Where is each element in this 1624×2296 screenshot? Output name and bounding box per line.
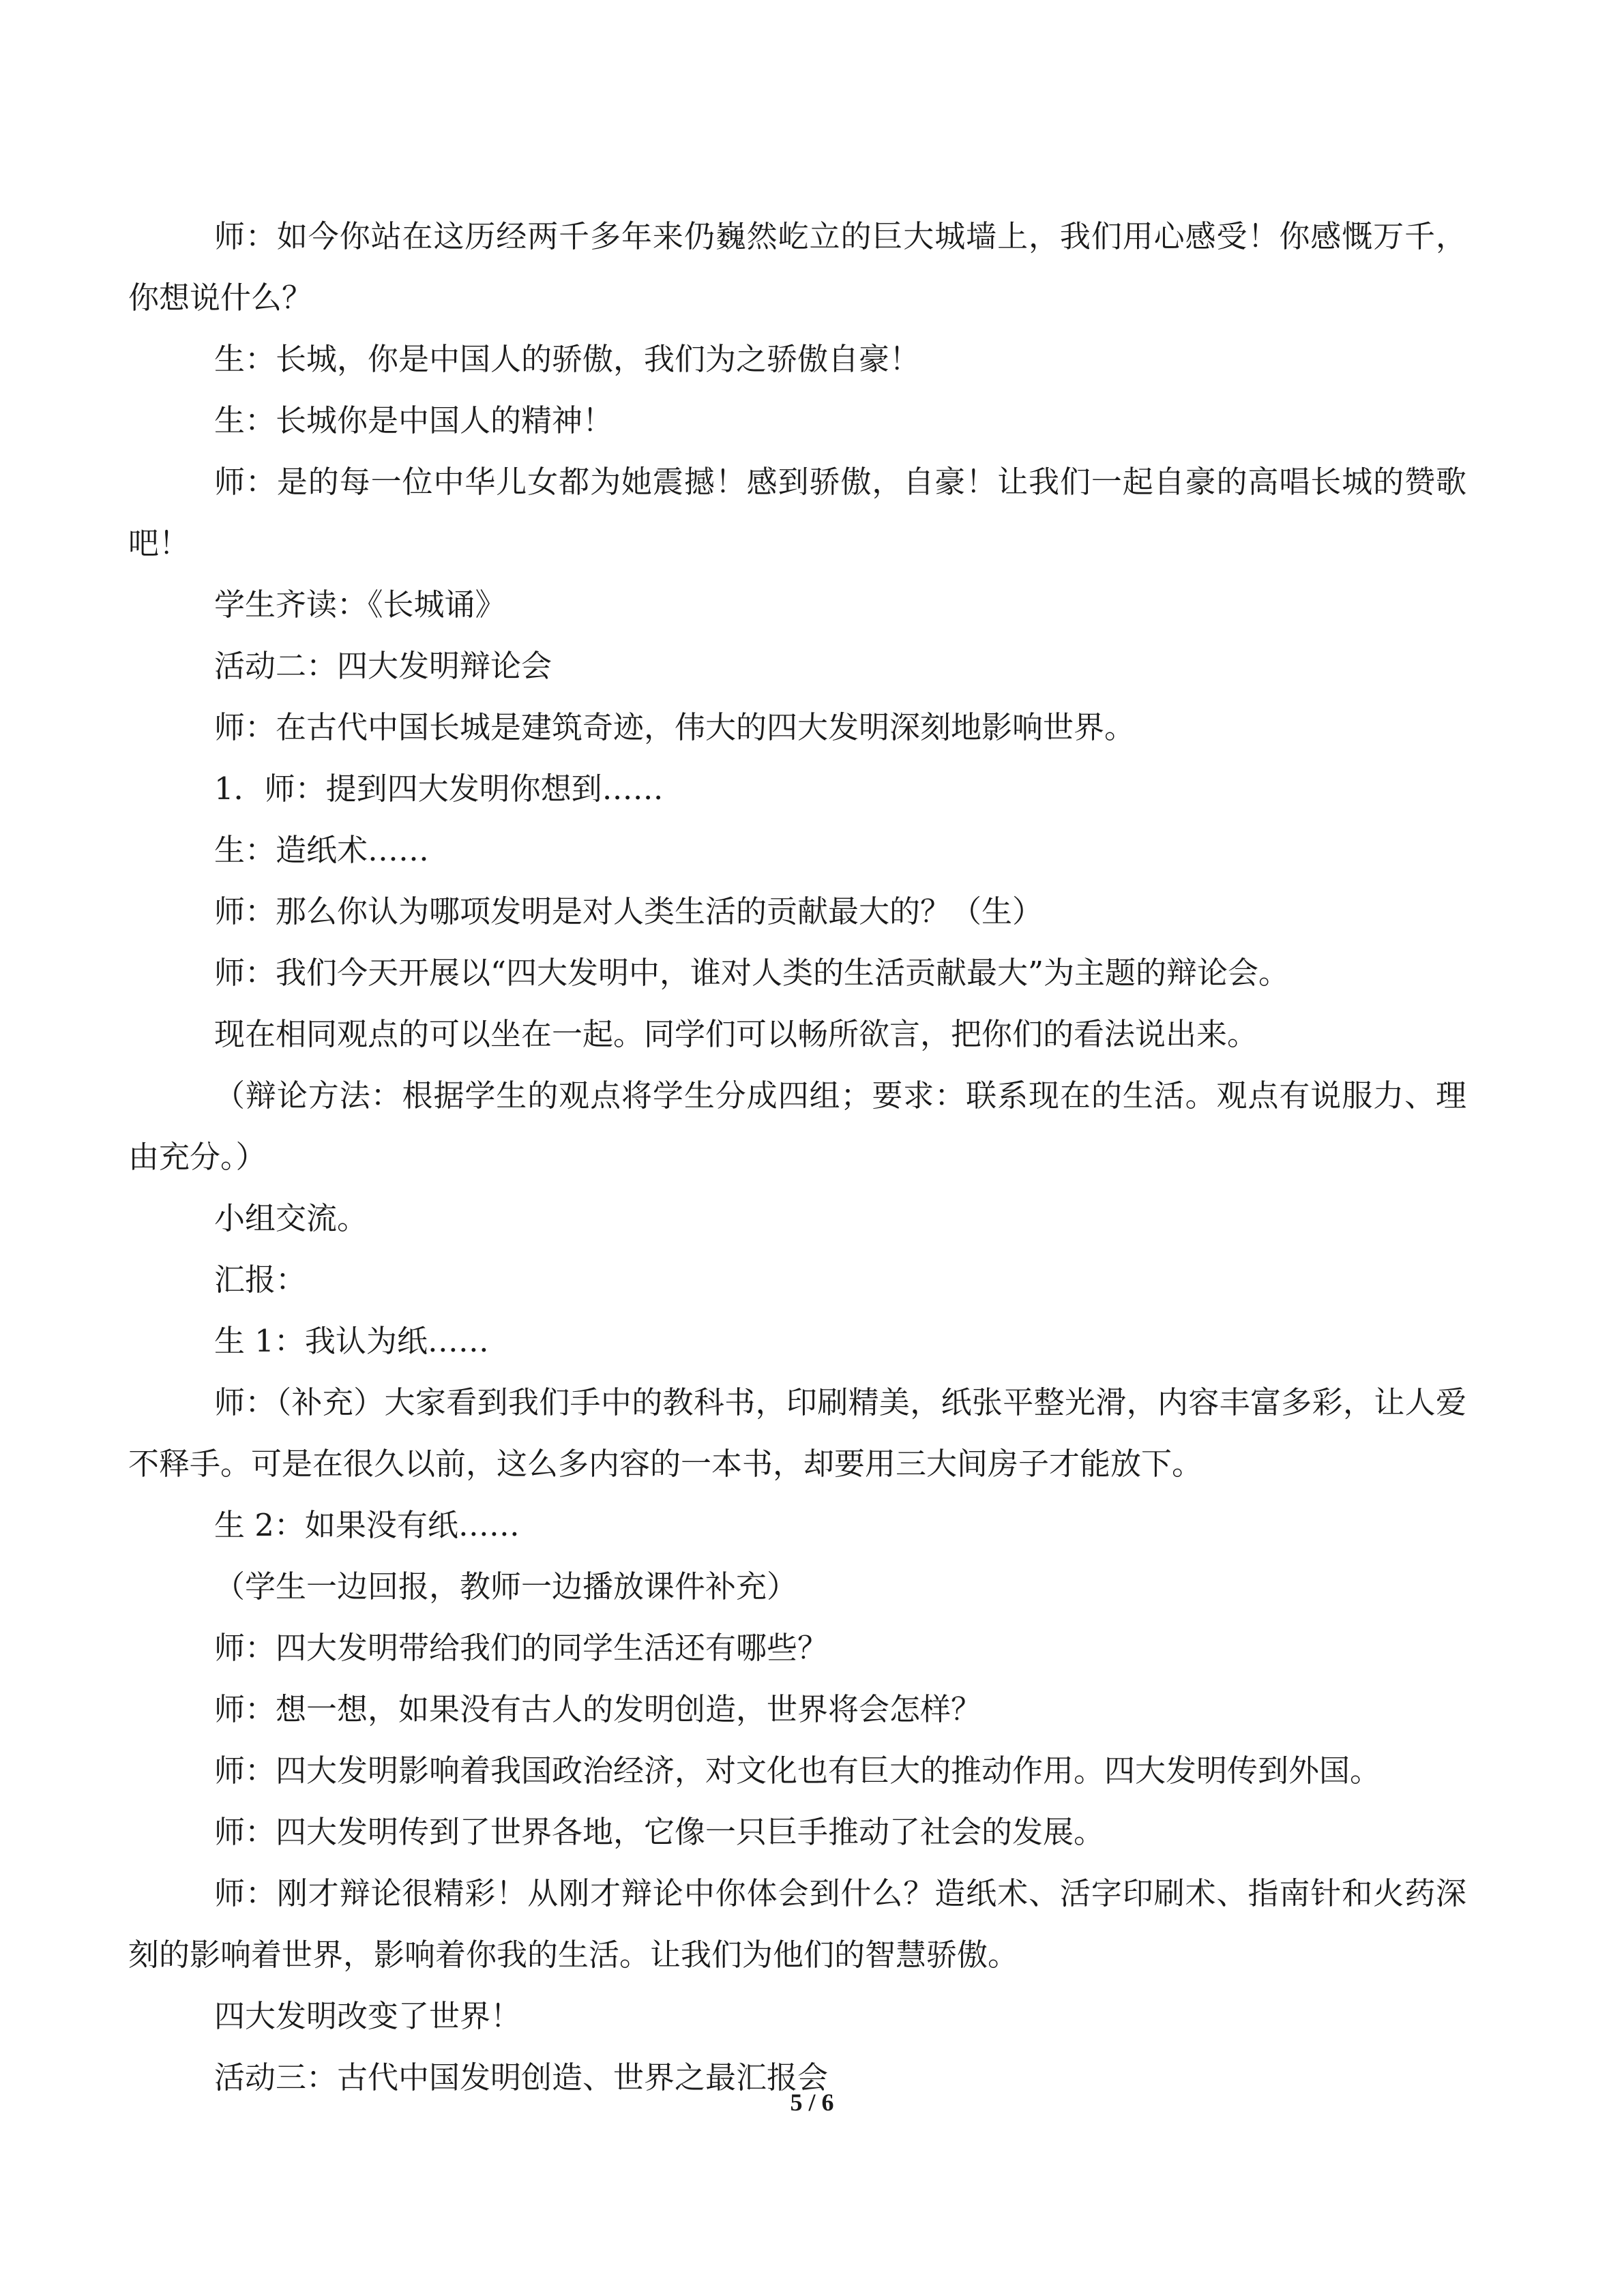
paragraph: 学生齐读：《长城诵》 (214, 586, 506, 623)
paragraph: 生：长城，你是中国人的骄傲，我们为之骄傲自豪！ (214, 341, 921, 377)
paragraph: 四大发明改变了世界！ (214, 1998, 522, 2034)
paragraph: 师：四大发明传到了世界各地，它像一只巨手推动了社会的发展。 (214, 1814, 1105, 1850)
paragraph: （辩论方法：根据学生的观点将学生分成四组；要求：联系现在的生活。观点有说服力、理由充分。） (128, 1077, 1466, 1175)
document-body (128, 206, 1466, 2108)
paragraph: 生 1：我认为纸…… (214, 1323, 489, 1359)
paragraph: （学生一边回报，教师一边播放课件补充） (214, 1568, 798, 1605)
paragraph: 师：如今你站在这历经两千多年来仍巍然屹立的巨大城墙上，我们用心感受！你感慨万千，你想说什么？ (128, 218, 1466, 316)
section-heading: 活动三：古代中国发明创造、世界之最汇报会 (214, 2059, 829, 2096)
paragraph: 师：那么你认为哪项发明是对人类生活的贡献最大的？（生） (214, 893, 1044, 929)
paragraph: 师：是的每一位中华儿女都为她震撼！感到骄傲，自豪！让我们一起自豪的高唱长城的赞歌吧！ (128, 464, 1466, 561)
section-heading: 活动二：四大发明辩论会 (214, 648, 552, 684)
paragraph: 生：长城你是中国人的精神！ (214, 402, 614, 438)
paragraph: 师：想一想，如果没有古人的发明创造，世界将会怎样？ (214, 1691, 982, 1727)
paragraph: 生 2：如果没有纸…… (214, 1507, 520, 1543)
paragraph: 师：我们今天开展以“四大发明中，谁对人类的生活贡献最大”为主题的辩论会。 (214, 955, 1290, 991)
paragraph: 现在相同观点的可以坐在一起。同学们可以畅所欲言，把你们的看法说出来。 (214, 1016, 1258, 1052)
paragraph: 小组交流。 (214, 1200, 368, 1236)
page-number: 5 / 6 (790, 2089, 834, 2116)
paragraph: 师：四大发明影响着我国政治经济，对文化也有巨大的推动作用。四大发明传到外国。 (214, 1753, 1381, 1789)
paragraph: 师：（补充）大家看到我们手中的教科书，印刷精美，纸张平整光滑，内容丰富多彩，让人爱不释手。可是在很久以前，这么多内容的一本书，却要用三大间房子才能放下。 (128, 1384, 1466, 1482)
paragraph: 生：造纸术…… (214, 832, 430, 868)
paragraph: 师：在古代中国长城是建筑奇迹，伟大的四大发明深刻地影响世界。 (214, 709, 1136, 745)
paragraph: 师：四大发明带给我们的同学生活还有哪些？ (214, 1630, 829, 1666)
paragraph: 师：刚才辩论很精彩！从刚才辩论中你体会到什么？造纸术、活字印刷术、指南针和火药深刻的影响着世界，影响着你我的生活。让我们为他们的智慧骄傲。 (128, 1875, 1466, 1973)
paragraph: 汇报： (214, 1262, 307, 1298)
paragraph: 1．师：提到四大发明你想到…… (214, 771, 664, 807)
